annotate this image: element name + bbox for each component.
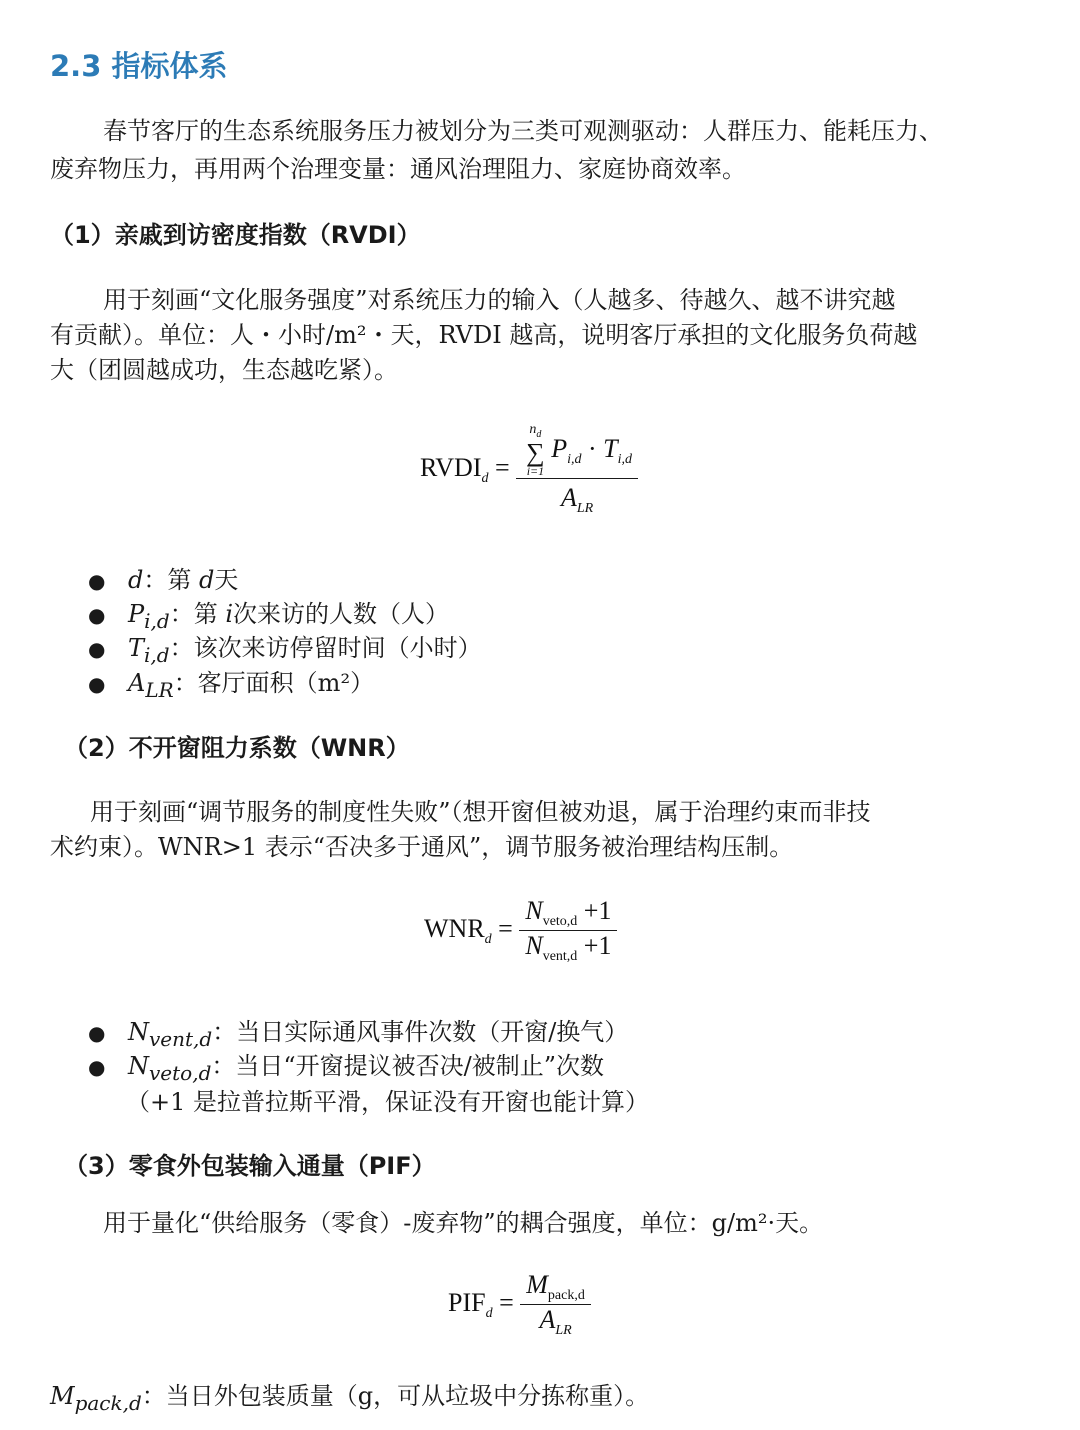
bullet-t: ● $T_{i,d}$：该次来访停留时间（小时）: [88, 634, 482, 667]
wnr-desc-line-1: 用于刻画“调节服务的制度性失败”（想开窗但被劝退，属于治理约束而非技: [90, 798, 871, 826]
wnr-smoothing-note: （+1 是拉普拉斯平滑，保证没有开窗也能计算）: [126, 1088, 650, 1116]
pif-formula: $PIF_d$ = $\frac{M_{pack,d}}{A_{LR}}$: [448, 1270, 591, 1339]
section-title: 2.3 指标体系: [50, 49, 228, 83]
pif-desc-line-1: 用于量化“供给服务（零食）-废弃物”的耦合强度，单位：g/m²·天。: [103, 1209, 824, 1237]
rvdi-desc-line-2: 有贡献）。单位：人・小时/m²・天，RVDI 越高，说明客厅承担的文化服务负荷越: [50, 321, 918, 349]
bullet-p: ● $P_{i,d}$：第 i次来访的人数（人）: [88, 600, 450, 633]
intro-line-2: 废弃物压力，再用两个治理变量：通风治理阻力、家庭协商效率。: [50, 155, 746, 183]
rvdi-formula: $RVDI_d$ = $n_d$ ∑ i=1 $P_{i,d} \cdot T_{i,d}$ $A_{LR}$: [420, 424, 638, 517]
pif-footer: $M_{pack,d}$：当日外包装质量（g，可从垃圾中分拣称重）。: [50, 1382, 650, 1415]
wnr-heading: （2）不开窗阻力系数（WNR）: [64, 734, 410, 762]
bullet-d: ● d：第 d天: [88, 566, 239, 594]
bullet-a: ● $A_{LR}$：客厅面积（m²）: [88, 669, 375, 702]
wnr-desc-line-2: 术约束）。WNR>1 表示“否决多于通风”，调节服务被治理结构压制。: [50, 833, 794, 861]
intro-line-1: 春节客厅的生态系统服务压力被划分为三类可观测驱动：人群压力、能耗压力、: [103, 117, 943, 145]
rvdi-desc-line-3: 大（团圆越成功，生态越吃紧）。: [50, 356, 398, 384]
rvdi-heading: （1）亲戚到访密度指数（RVDI）: [50, 221, 421, 249]
pif-heading: （3）零食外包装输入通量（PIF）: [64, 1152, 436, 1180]
bullet-n-veto: ● $N_{veto,d}$：当日“开窗提议被否决/被制止”次数: [88, 1052, 604, 1085]
rvdi-desc-line-1: 用于刻画“文化服务强度”对系统压力的输入（人越多、待越久、越不讲究越: [103, 286, 896, 314]
wnr-formula: $WNR_d$ = $\frac{N_{veto,d} +1}{N_{vent,d} +1}$: [424, 896, 617, 965]
bullet-n-vent: ● $N_{vent,d}$：当日实际通风事件次数（开窗/换气）: [88, 1018, 629, 1051]
